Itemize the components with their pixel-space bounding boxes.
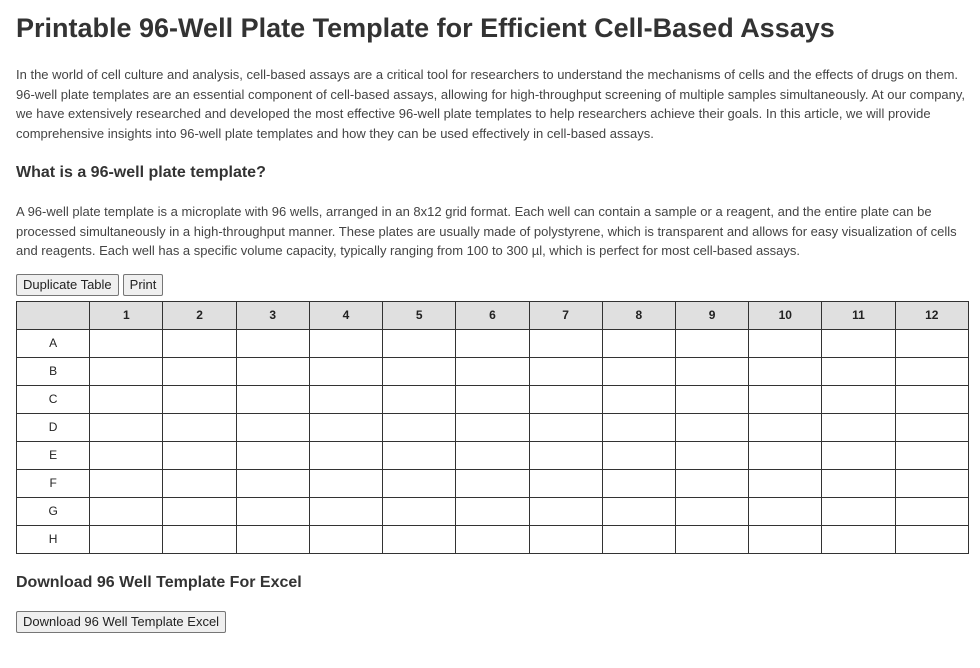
well-cell[interactable] (895, 441, 968, 469)
well-cell[interactable] (456, 497, 529, 525)
well-cell[interactable] (163, 357, 236, 385)
well-cell[interactable] (822, 497, 895, 525)
well-cell[interactable] (236, 357, 309, 385)
well-cell[interactable] (895, 525, 968, 553)
well-cell[interactable] (602, 469, 675, 497)
well-cell[interactable] (822, 469, 895, 497)
well-cell[interactable] (236, 525, 309, 553)
well-cell[interactable] (529, 329, 602, 357)
row-header: F (17, 469, 90, 497)
well-cell[interactable] (163, 497, 236, 525)
well-cell[interactable] (163, 413, 236, 441)
table-row (17, 413, 969, 441)
table-row (17, 525, 969, 553)
well-cell[interactable] (163, 441, 236, 469)
column-header: 8 (602, 301, 675, 329)
well-cell[interactable] (749, 329, 822, 357)
well-cell[interactable] (529, 469, 602, 497)
well-cell[interactable] (602, 357, 675, 385)
well-plate-table (16, 301, 969, 554)
well-cell[interactable] (456, 469, 529, 497)
well-cell[interactable] (529, 441, 602, 469)
column-header: 1 (90, 301, 163, 329)
well-cell[interactable] (383, 413, 456, 441)
well-cell[interactable] (90, 441, 163, 469)
well-cell[interactable] (456, 525, 529, 553)
well-cell[interactable] (236, 497, 309, 525)
well-cell[interactable] (383, 441, 456, 469)
well-cell[interactable] (309, 413, 382, 441)
duplicate-table-button[interactable]: Duplicate Table (16, 274, 119, 296)
column-header: 4 (309, 301, 382, 329)
column-header: 5 (383, 301, 456, 329)
well-cell[interactable] (529, 497, 602, 525)
well-cell[interactable] (309, 329, 382, 357)
row-header: E (17, 441, 90, 469)
well-cell[interactable] (822, 329, 895, 357)
well-cell[interactable] (383, 385, 456, 413)
well-cell[interactable] (602, 329, 675, 357)
well-cell[interactable] (602, 413, 675, 441)
well-cell[interactable] (822, 357, 895, 385)
table-header (17, 301, 969, 329)
well-cell[interactable] (456, 329, 529, 357)
well-cell[interactable] (602, 441, 675, 469)
well-cell[interactable] (90, 525, 163, 553)
well-cell[interactable] (383, 357, 456, 385)
well-cell[interactable] (456, 441, 529, 469)
well-cell[interactable] (675, 441, 748, 469)
well-cell[interactable] (529, 413, 602, 441)
table-row (17, 469, 969, 497)
well-cell[interactable] (456, 413, 529, 441)
well-cell[interactable] (383, 469, 456, 497)
well-cell[interactable] (749, 413, 822, 441)
well-cell[interactable] (383, 329, 456, 357)
page-title: Printable 96-Well Plate Template for Efficient Cell-Based Assays (16, 13, 835, 43)
well-cell[interactable] (895, 497, 968, 525)
column-header: 10 (749, 301, 822, 329)
well-cell[interactable] (822, 525, 895, 553)
section-heading-what-is: What is a 96-well plate template? (16, 164, 266, 181)
well-cell[interactable] (749, 441, 822, 469)
row-header: C (17, 385, 90, 413)
well-cell[interactable] (163, 385, 236, 413)
column-header: 7 (529, 301, 602, 329)
well-cell[interactable] (675, 525, 748, 553)
well-cell[interactable] (90, 497, 163, 525)
well-cell[interactable] (456, 357, 529, 385)
well-cell[interactable] (163, 525, 236, 553)
well-cell[interactable] (822, 413, 895, 441)
well-cell[interactable] (383, 525, 456, 553)
well-cell[interactable] (309, 525, 382, 553)
table-actions (16, 274, 968, 296)
column-header: 2 (163, 301, 236, 329)
section-body-what-is: A 96-well plate template is a microplate with 96 wells, arranged in an 8x12 grid format. Each well can contain a sample or a reagent, and the entire plate can be processed simultaneously in a high-throughput manner. These plates are usually made of polystyrene, which is transparent and allows for easy visualization of cells and reagents. Each well has a specific volume capacity, typically ranging from 100 to 300 µl, which is perfect for most cell-based assays. (16, 204, 957, 258)
column-header: 6 (456, 301, 529, 329)
well-cell[interactable] (749, 469, 822, 497)
well-cell[interactable] (675, 329, 748, 357)
well-cell[interactable] (529, 525, 602, 553)
well-cell[interactable] (675, 497, 748, 525)
well-cell[interactable] (236, 385, 309, 413)
row-header: D (17, 413, 90, 441)
column-header: 11 (822, 301, 895, 329)
well-cell[interactable] (602, 497, 675, 525)
well-cell[interactable] (749, 357, 822, 385)
well-cell[interactable] (90, 469, 163, 497)
well-cell[interactable] (236, 329, 309, 357)
well-cell[interactable] (236, 413, 309, 441)
column-header: 12 (895, 301, 968, 329)
corner-cell (17, 301, 90, 329)
well-cell[interactable] (163, 469, 236, 497)
table-row (17, 357, 969, 385)
row-header: B (17, 357, 90, 385)
well-cell[interactable] (895, 329, 968, 357)
row-header: H (17, 525, 90, 553)
well-cell[interactable] (895, 385, 968, 413)
well-cell[interactable] (602, 525, 675, 553)
well-cell[interactable] (749, 525, 822, 553)
print-button[interactable]: Print (123, 274, 164, 296)
intro-paragraph: In the world of cell culture and analysis, cell-based assays are a critical tool for researchers to understand the mechanisms of cells and the effects of drugs on them. 96-well plate templates are an essential component of cell-based assays, allowing for high-throughput screening of multiple samples simultaneously. At our company, we have extensively researched and developed the most effective 96-well plate templates to help researchers achieve their goals. In this article, we will provide comprehensive insights into 96-well plate templates and how they can be used effectively in cell-based assays. (16, 67, 966, 141)
well-cell[interactable] (529, 385, 602, 413)
well-cell[interactable] (675, 469, 748, 497)
well-cell[interactable] (90, 357, 163, 385)
row-header: A (17, 329, 90, 357)
table-row (17, 385, 969, 413)
well-cell[interactable] (895, 357, 968, 385)
table-row (17, 441, 969, 469)
well-cell[interactable] (236, 441, 309, 469)
well-cell[interactable] (309, 469, 382, 497)
well-cell[interactable] (749, 497, 822, 525)
table-row (17, 497, 969, 525)
well-cell[interactable] (456, 385, 529, 413)
download-excel-button[interactable]: Download 96 Well Template Excel (16, 611, 226, 633)
well-cell[interactable] (236, 469, 309, 497)
well-cell[interactable] (675, 385, 748, 413)
well-cell[interactable] (163, 329, 236, 357)
well-cell[interactable] (602, 385, 675, 413)
well-cell[interactable] (309, 357, 382, 385)
well-cell[interactable] (529, 357, 602, 385)
well-cell[interactable] (90, 385, 163, 413)
row-header: G (17, 497, 90, 525)
well-cell[interactable] (383, 497, 456, 525)
well-cell[interactable] (309, 441, 382, 469)
well-cell[interactable] (675, 413, 748, 441)
well-cell[interactable] (675, 357, 748, 385)
column-header: 9 (675, 301, 748, 329)
table-row (17, 329, 969, 357)
well-cell[interactable] (895, 413, 968, 441)
header-row (17, 301, 969, 329)
well-cell[interactable] (895, 469, 968, 497)
well-cell[interactable] (749, 385, 822, 413)
download-heading: Download 96 Well Template For Excel (16, 573, 302, 591)
well-cell[interactable] (90, 329, 163, 357)
column-header: 3 (236, 301, 309, 329)
well-cell[interactable] (822, 441, 895, 469)
well-cell[interactable] (309, 385, 382, 413)
well-cell[interactable] (309, 497, 382, 525)
well-cell[interactable] (822, 385, 895, 413)
well-cell[interactable] (90, 413, 163, 441)
download-actions (16, 611, 968, 633)
table-body (17, 329, 969, 553)
